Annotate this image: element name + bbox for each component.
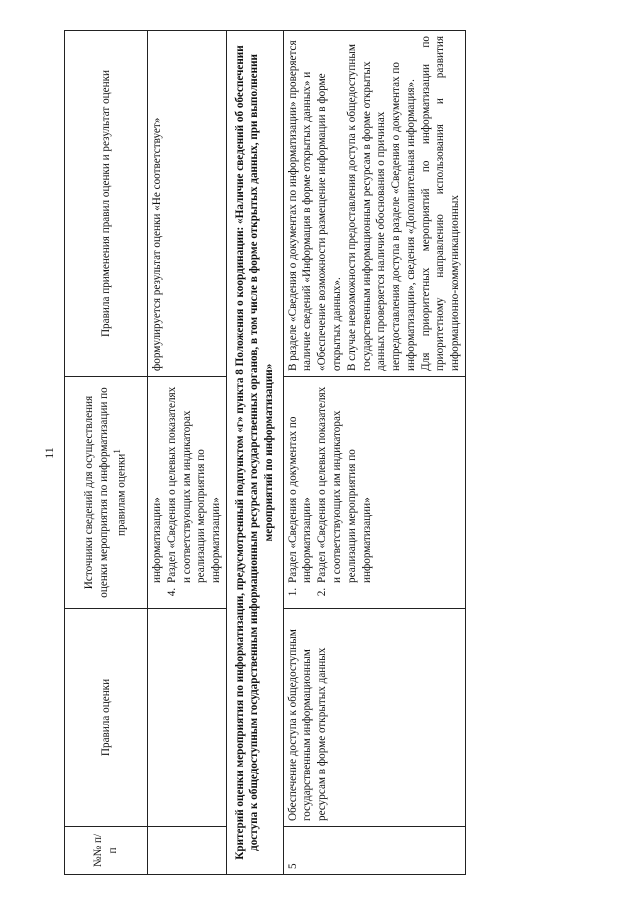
row5-rule: Обеспечение доступа к общедоступным государственным информационным ресурсам в форме открытых данных (283, 608, 465, 826)
row5-app-paragraph-2: В случае невозможности предоставления доступа к общедоступным государственным информационным ресурсам в форме открытых данных проверяется наличие обоснования о причинах непредоставления доступа в разделе «Сведения о документах по информатизации», сведения «Дополнительная информация». (345, 43, 417, 371)
header-sources (65, 376, 148, 608)
cont-sources-list (165, 382, 224, 603)
header-sources-text: Источники сведений для осуществления оценки мероприятия по информатизации по правилам оценки (83, 386, 128, 598)
table-row (148, 30, 227, 874)
row5-app-paragraph-3: Для приоритетных мероприятий по информатизации по приоритетному направлению использования и развития информационно-коммуникационных (419, 35, 462, 371)
page-number: 11 (42, 446, 56, 459)
header-rules: Правила оценки (65, 608, 148, 826)
list-item: 4. Раздел «Сведения о целевых показателях и соответствующих им индикаторах реализации мероприятия по информатизации» (165, 382, 224, 585)
header-num: №№ п/п (65, 826, 148, 874)
cont-sources-cell (148, 376, 227, 608)
cont-sources-intro: информатизации» (151, 496, 163, 583)
list-item: 2. Раздел «Сведения о целевых показателях и соответствующих им индикаторах реализации мероприятия по информатизации» (315, 382, 374, 585)
cont-num-cell (148, 826, 227, 874)
criterion-row (226, 30, 283, 874)
evaluation-table (64, 30, 466, 875)
cont-application-cell: формулируется результат оценки «Не соответствует» (148, 30, 227, 376)
cont-rule-cell (148, 608, 227, 826)
rotated-page (40, 31, 600, 875)
row5-sources-list (286, 382, 375, 603)
row5-application (283, 30, 465, 376)
row5-app-paragraph-1: В разделе «Сведения о документах по информатизации» проверяется наличие сведений «Информация в форме открытых данных» и «Обеспечение возможности размещение информации в форме открытых данных». (286, 39, 343, 371)
table-header-row (65, 30, 148, 874)
header-sources-footnote: 1 (113, 448, 124, 454)
row5-sources (283, 376, 465, 608)
row5-num: 5 (283, 826, 465, 874)
list-item: 1. Раздел «Сведения о документах по информатизации» (286, 382, 316, 585)
criterion-text: Критерий оценки мероприятия по информатизации, предусмотренный подпунктом «г» пункта 8 Положения о координации: «Наличие сведений об обеспечении доступа к общедоступным государственным информационным ресурсам государственных органов, в том числе в форме открытых данных, при выполнении мероприятий по информатизации» (226, 30, 283, 874)
header-application: Правила применения правил оценки и результат оценки (65, 30, 148, 376)
table-row (283, 30, 465, 874)
